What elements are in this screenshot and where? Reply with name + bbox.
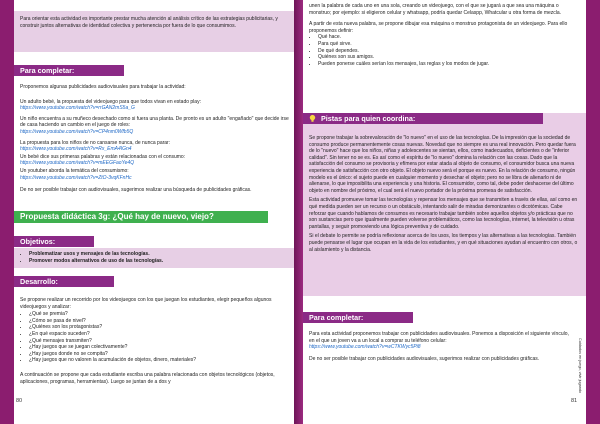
side-tab-label: Cuidados en juego, vivir jugando [578, 338, 582, 394]
completar-heading-right: Para completar: [303, 312, 413, 323]
ad-item-text: Un adulto bebé, la propuesta del videojuego para que todos vivan en estado play: [20, 98, 201, 105]
desarrollo-lead: Se propone realizar un recorrido por los videojuegos con los que juegan los estudiantes, elegir pequeños algunos videojuegos y analizar: [20, 297, 272, 310]
ad-item-link[interactable]: https://www.youtube.com/watch?v=mEEGFaoYe4Q [20, 160, 135, 167]
pistas-paragraph: Esta actividad promueve tomar las tecnologías y repensar los mensajes que se transmiten a través de ellas, así como en qué medida pueden ser un recurso o un obstáculo, intentando salir de miradas demonizantes o dicotómicas. Cabe reforzar que cuando hablamos de consumos es necesario trabajar también sobre aquellos objetos y/o prácticas que no son sustancias pero que igualmente pueden volverse problemáticos, como las tecnologías, internet, la televisión u otras pantallas, y seguir promoviendo una lógica preventiva y de cuidado. [309, 197, 578, 230]
monster-item: • Para qué sirve. [318, 41, 579, 48]
completar-heading-left: Para completar: [14, 65, 124, 76]
desarrollo-heading: Desarrollo: [14, 276, 114, 287]
ad-item-link[interactable]: https://www.youtube.com/watch?v=ZtO-3vqKFnHc [20, 174, 132, 181]
ad-item-link[interactable]: https://www.youtube.com/watch?v=Rx_EmA4IGn4 [20, 146, 132, 153]
question-item: • ¿Hay juegos que no valoren la acumulación de objetos, dinero, materiales? [29, 357, 290, 364]
ad-item-text: Un niño encuentra a su muñeco desechado como si fuera una planta. De pronto es un adulto "engañado" que decide irse de casa haciendo un cambio en el juego de roles: [20, 115, 289, 129]
objetivos-list [20, 251, 288, 264]
completar-outro-right: De no ser posible trabajar con publicidades audiovisuales, sugerimos realizar con publicidades gráficas. [309, 355, 540, 362]
ad-item-text: La propuesta para los niños de no cansarse nunca, de nunca parar: [20, 139, 171, 146]
completar-text: Para esta actividad proponemos trabajar con publicidades audiovisuales. Ponemos a disposición el siguiente vínculo, en el que un joven va a un local a comprar su teléfono celular: [309, 331, 569, 344]
right-top-content [309, 3, 579, 67]
intro-text: Para orientar esta actividad es importante prestar mucha atención al análisis crítico de las estrategias publicitarias, y construir juntos alternativas de identidad colectiva y pertenencia por fuera de lo que consumimos. [20, 16, 278, 29]
page-number-right: 81 [571, 398, 578, 404]
monster-item: • Quiénes son sus amigos. [318, 54, 579, 61]
pistas-title: Pistas para quien coordina: [321, 114, 416, 123]
completar-outro: De no ser posible trabajar con audiovisuales, sugerimos realizar una búsqueda de publicidades gráficas. [20, 187, 252, 194]
question-item: • ¿Hay juegos donde no se compita? [29, 351, 290, 358]
monster-item: • Qué hace. [318, 34, 579, 41]
question-item: • ¿Quiénes son los protagonistas? [29, 324, 290, 331]
right-page [303, 0, 586, 424]
ad-item-link[interactable]: https://www.youtube.com/watch?v=rrGAN2mS5a_G [20, 105, 135, 112]
pistas-heading [303, 113, 543, 124]
page-gutter [294, 0, 303, 424]
completar-content-left [20, 84, 290, 194]
left-page [14, 0, 294, 424]
pistas-box [303, 113, 586, 296]
continuation-text: unen la palabra de cada uno en una sola, creando un videojuego, con el que se jugará a que sea una máquina o monstruo; por ejemplo: si eligieron celular y whatsapp, podría quedar Celaspp, Whatcular u otra forma de mezcla. [309, 3, 562, 16]
completar-lead: Proponemos algunas publicidades audiovisuales para trabajar la actividad: [20, 84, 186, 90]
questions-list [20, 311, 290, 364]
desarrollo-outro: A continuación se propone que cada estudiante escriba una palabra relacionada con objetos tecnológicos (objetos, aplicaciones, programas, herramientas). Luego se juntan de a dos y [20, 371, 275, 385]
ad-item-link[interactable]: https://www.youtube.com/watch?v=CP4nm0Wfb5Q [20, 128, 134, 135]
question-item: • ¿Cómo se pasa de nivel? [29, 318, 290, 325]
ad-item-text: Un youtuber aborda la temática del consumismo: [20, 167, 129, 174]
monster-lead: A partir de esta nueva palabra, se propone dibujar esa máquina o monstruo protagonista de un videojuego. Para ello proponemos definir: [309, 21, 568, 34]
question-item: • ¿Hay juegos que se juegan colectivamente? [29, 344, 290, 351]
objetivos-heading: Objetivos: [14, 236, 94, 247]
question-item: • ¿Qué mensajes transmiten? [29, 338, 290, 345]
monster-item: • De qué dependes. [318, 48, 579, 55]
objetivo-item: • Promover modos alternativos de uso de las tecnologías. [29, 258, 288, 265]
question-item: • ¿Qué se premia? [29, 311, 290, 318]
monster-list [309, 34, 579, 67]
completar-content-right [309, 331, 574, 362]
objetivo-item: • Problematizar usos y mensajes de las tecnologías. [29, 251, 288, 258]
lightbulb-icon [308, 114, 317, 126]
propuesta-heading: Propuesta didáctica 3g: ¿Qué hay de nuevo, viejo? [14, 211, 268, 223]
pistas-paragraph: Se propone trabajar la sobrevaloración de "lo nuevo" en el uso de las tecnologías. De la impresión que la sociedad de consumo produce permanentemente cosas nuevas. Novedad que no siempre es una real innovación. Pero quedar fuera de lo "nuevo" hace que los niños, niñas y adolescentes se sientan, ellos, como inadecuados, deficientes o de "inferior calidad". Sin tener no se es. Es así como el espíritu de "lo nuevo" domina la relación con las cosas. Dado que la satisfacción del consumo se provisoria y efímera por estar atada al objeto de consumo, el consumidor busca una nueva experiencia de satisfacción con otro objeto. El objeto nuevo será el porque es nuevo. En la relación de consumo, ningún modelo es el único: el sujeto puede en cualquier momento y desechar el objeto; pero no se libra de alienarlo ni de alienarse, lo que imposibilita una experiencia y una historia. El consumidor, como tal, debe poder deshacerse del último objeto en nombre del próximo, el cual será el nuevo portador de la próxima promesa de satisfacción. [309, 135, 576, 194]
ad-item-text: Un bebé dice sus primeras palabras y están relacionadas con el consumo: [20, 153, 186, 160]
pistas-paragraph: Si el debate lo permite se podría reflexionar acerca de los usos, los tiempos y las alternativas a las tecnologías. También puede pensarse el lugar que ocupan en la vida de los estudiantes, y en qué situaciones ayudan al encuentro con otros, o al aislamiento y la distancia. [309, 233, 578, 253]
completar-link[interactable]: https://www.youtube.com/watch?v=wCTKWyc5Pi8 [309, 344, 421, 351]
desarrollo-content [20, 297, 290, 385]
page-number-left: 80 [16, 398, 23, 404]
monster-item: • Pueden ponerse cuáles serían los mensajes, las reglas y los modos de jugar. [318, 61, 579, 68]
question-item: • ¿En qué espacio suceden? [29, 331, 290, 338]
objetivos-box [14, 248, 294, 268]
intro-box [14, 11, 294, 52]
